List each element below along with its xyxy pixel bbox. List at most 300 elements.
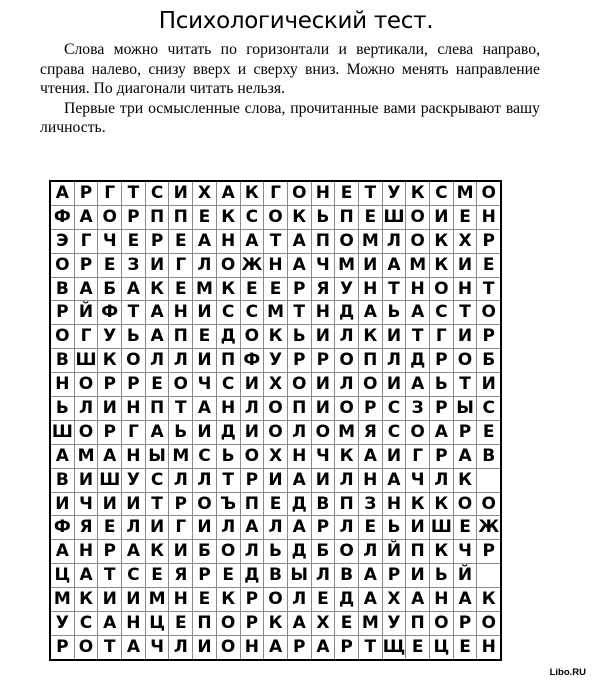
grid-cell: В: [50, 349, 74, 373]
grid-cell: Т: [382, 277, 406, 301]
grid-cell: Н: [122, 612, 146, 636]
grid-cell: Г: [74, 229, 98, 253]
grid-row: [50, 253, 501, 277]
grid-cell: И: [193, 420, 217, 444]
grid-cell: Е: [169, 229, 193, 253]
grid-cell: З: [122, 253, 146, 277]
grid-cell: Е: [98, 516, 122, 540]
grid-cell: Н: [264, 253, 288, 277]
grid-cell: Л: [240, 397, 264, 421]
grid-cell: Л: [145, 349, 169, 373]
grid-cell: [477, 564, 501, 588]
grid-cell: И: [240, 373, 264, 397]
grid-cell: Т: [169, 397, 193, 421]
grid-cell: Ь: [50, 397, 74, 421]
grid-cell: Е: [98, 253, 122, 277]
grid-cell: У: [264, 349, 288, 373]
grid-cell: О: [74, 420, 98, 444]
grid-cell: Е: [477, 420, 501, 444]
grid-cell: Е: [193, 325, 217, 349]
grid-cell: Е: [453, 516, 477, 540]
grid-cell: И: [122, 588, 146, 612]
grid-cell: Р: [98, 420, 122, 444]
grid-row: [50, 349, 501, 373]
grid-cell: Е: [145, 373, 169, 397]
grid-cell: Д: [406, 349, 430, 373]
grid-cell: А: [98, 612, 122, 636]
grid-cell: Т: [216, 468, 240, 492]
grid-cell: О: [240, 325, 264, 349]
grid-cell: У: [382, 612, 406, 636]
grid-cell: К: [430, 229, 454, 253]
grid-cell: Л: [430, 468, 454, 492]
grid-cell: Т: [98, 564, 122, 588]
grid-cell: Ь: [216, 444, 240, 468]
grid-cell: И: [169, 181, 193, 205]
grid-cell: Р: [287, 277, 311, 301]
grid-cell: А: [382, 253, 406, 277]
grid-cell: Н: [477, 205, 501, 229]
grid-cell: С: [145, 468, 169, 492]
grid-cell: Ь: [311, 205, 335, 229]
grid-cell: Л: [382, 349, 406, 373]
grid-cell: С: [193, 444, 217, 468]
grid-cell: А: [311, 635, 335, 659]
grid-cell: А: [358, 564, 382, 588]
grid-cell: И: [193, 349, 217, 373]
grid-cell: О: [406, 420, 430, 444]
grid-cell: О: [169, 373, 193, 397]
grid-cell: Н: [287, 444, 311, 468]
grid-cell: Е: [453, 635, 477, 659]
grid-row: [50, 516, 501, 540]
source-credit: Libo.RU: [549, 667, 586, 678]
grid-cell: Р: [193, 564, 217, 588]
grid-cell: Р: [240, 588, 264, 612]
grid-cell: А: [240, 229, 264, 253]
grid-cell: И: [430, 205, 454, 229]
grid-cell: Р: [430, 349, 454, 373]
grid-cell: С: [382, 420, 406, 444]
grid-cell: Ь: [430, 373, 454, 397]
grid-cell: Г: [122, 420, 146, 444]
grid-cell: Л: [358, 540, 382, 564]
grid-cell: Н: [358, 468, 382, 492]
grid-cell: О: [264, 205, 288, 229]
grid-cell: Н: [50, 373, 74, 397]
grid-cell: Х: [264, 444, 288, 468]
grid-cell: Х: [193, 181, 217, 205]
grid-cell: Р: [98, 373, 122, 397]
grid-cell: И: [358, 253, 382, 277]
grid-row: [50, 564, 501, 588]
grid-cell: Р: [430, 397, 454, 421]
grid-cell: В: [477, 444, 501, 468]
grid-cell: А: [287, 468, 311, 492]
grid-cell: Р: [240, 468, 264, 492]
grid-cell: Н: [311, 301, 335, 325]
grid-cell: О: [477, 301, 501, 325]
grid-cell: А: [50, 540, 74, 564]
grid-cell: Н: [122, 397, 146, 421]
grid-cell: Г: [98, 181, 122, 205]
grid-cell: Ь: [169, 420, 193, 444]
grid-cell: Р: [50, 635, 74, 659]
grid-cell: К: [358, 325, 382, 349]
grid-cell: Е: [358, 516, 382, 540]
grid-cell: О: [358, 373, 382, 397]
grid-cell: О: [406, 229, 430, 253]
grid-cell: Л: [335, 468, 359, 492]
grid-cell: С: [74, 612, 98, 636]
grid-cell: Ь: [122, 325, 146, 349]
grid-cell: Р: [358, 397, 382, 421]
grid-cell: Р: [287, 349, 311, 373]
grid-cell: Ж: [477, 516, 501, 540]
grid-cell: П: [311, 229, 335, 253]
grid-cell: Ч: [406, 468, 430, 492]
grid-cell: Л: [193, 468, 217, 492]
grid-cell: И: [193, 301, 217, 325]
grid-row: [50, 181, 501, 205]
grid-cell: Ч: [145, 635, 169, 659]
grid-cell: К: [477, 588, 501, 612]
letter-grid: [49, 180, 502, 661]
grid-row: [50, 492, 501, 516]
grid-cell: Л: [287, 420, 311, 444]
grid-cell: К: [145, 540, 169, 564]
grid-cell: М: [50, 588, 74, 612]
grid-cell: Е: [240, 277, 264, 301]
grid-cell: Л: [193, 253, 217, 277]
grid-cell: Т: [358, 181, 382, 205]
grid-cell: А: [358, 301, 382, 325]
grid-cell: Т: [145, 492, 169, 516]
grid-cell: И: [477, 373, 501, 397]
grid-cell: Р: [74, 253, 98, 277]
grid-cell: А: [122, 540, 146, 564]
grid-cell: Т: [477, 277, 501, 301]
grid-row: [50, 229, 501, 253]
grid-cell: И: [122, 492, 146, 516]
grid-cell: К: [406, 492, 430, 516]
grid-row: [50, 588, 501, 612]
grid-cell: А: [382, 468, 406, 492]
grid-cell: Н: [358, 277, 382, 301]
grid-cell: В: [311, 492, 335, 516]
grid-cell: Е: [453, 205, 477, 229]
grid-cell: М: [406, 253, 430, 277]
grid-cell: К: [264, 612, 288, 636]
grid-cell: О: [122, 349, 146, 373]
grid-cell: М: [335, 420, 359, 444]
instructions: [40, 40, 540, 138]
grid-cell: И: [311, 325, 335, 349]
grid-cell: О: [335, 349, 359, 373]
grid-row: [50, 205, 501, 229]
grid-cell: Л: [287, 588, 311, 612]
grid-cell: Х: [311, 612, 335, 636]
grid-cell: Е: [477, 253, 501, 277]
grid-cell: Ц: [50, 564, 74, 588]
grid-cell: Ч: [193, 373, 217, 397]
grid-cell: С: [240, 301, 264, 325]
grid-cell: И: [193, 516, 217, 540]
grid-cell: М: [193, 277, 217, 301]
grid-cell: А: [287, 253, 311, 277]
grid-cell: Ч: [98, 229, 122, 253]
grid-cell: А: [145, 325, 169, 349]
grid-cell: А: [216, 181, 240, 205]
grid-cell: Е: [264, 492, 288, 516]
grid-cell: Ы: [145, 444, 169, 468]
grid-cell: П: [145, 205, 169, 229]
grid-cell: О: [216, 635, 240, 659]
grid-cell: С: [477, 397, 501, 421]
grid-cell: Л: [169, 468, 193, 492]
grid-cell: О: [264, 420, 288, 444]
grid-cell: И: [382, 373, 406, 397]
grid-cell: Р: [477, 229, 501, 253]
grid-cell: А: [74, 205, 98, 229]
grid-cell: О: [193, 492, 217, 516]
grid-row: [50, 373, 501, 397]
grid-cell: О: [311, 420, 335, 444]
grid-cell: К: [74, 588, 98, 612]
grid-cell: О: [50, 325, 74, 349]
grid-cell: Е: [335, 612, 359, 636]
grid-cell: О: [287, 181, 311, 205]
grid-cell: А: [406, 301, 430, 325]
grid-cell: А: [50, 444, 74, 468]
grid-cell: О: [98, 205, 122, 229]
grid-cell: Б: [193, 540, 217, 564]
grid-cell: А: [358, 588, 382, 612]
grid-cell: Н: [216, 229, 240, 253]
grid-cell: М: [358, 229, 382, 253]
grid-cell: К: [406, 181, 430, 205]
grid-cell: Р: [335, 635, 359, 659]
grid-cell: Ф: [50, 516, 74, 540]
grid-cell: М: [453, 181, 477, 205]
grid-cell: Е: [335, 181, 359, 205]
grid-cell: Д: [335, 301, 359, 325]
grid-cell: Е: [169, 612, 193, 636]
grid-cell: Я: [311, 277, 335, 301]
grid-cell: П: [287, 397, 311, 421]
grid-cell: Е: [216, 564, 240, 588]
grid-row: [50, 635, 501, 659]
grid-cell: Х: [453, 229, 477, 253]
grid-cell: Н: [477, 635, 501, 659]
grid-cell: О: [430, 277, 454, 301]
grid-cell: Е: [264, 277, 288, 301]
grid-cell: Р: [98, 540, 122, 564]
page-title: Психологический тест.: [158, 8, 434, 34]
grid-cell: Н: [311, 181, 335, 205]
grid-cell: Ш: [98, 468, 122, 492]
grid-cell: Ь: [264, 540, 288, 564]
grid-cell: К: [430, 540, 454, 564]
grid-cell: О: [264, 588, 288, 612]
grid-cell: Д: [216, 325, 240, 349]
grid-cell: Р: [50, 301, 74, 325]
grid-cell: Ь: [382, 301, 406, 325]
grid-cell: П: [193, 612, 217, 636]
grid-cell: А: [145, 301, 169, 325]
grid-cell: О: [74, 635, 98, 659]
grid-cell: Н: [216, 397, 240, 421]
grid-cell: Р: [430, 444, 454, 468]
grid-cell: К: [287, 205, 311, 229]
grid-cell: М: [264, 301, 288, 325]
grid-cell: А: [430, 420, 454, 444]
grid-cell: Ч: [311, 253, 335, 277]
grid-cell: Р: [122, 205, 146, 229]
grid-cell: М: [358, 612, 382, 636]
grid-cell: Т: [122, 181, 146, 205]
grid-cell: Ф: [50, 205, 74, 229]
grid-cell: И: [98, 397, 122, 421]
grid-cell: Н: [453, 277, 477, 301]
grid-cell: Г: [169, 516, 193, 540]
grid-cell: П: [406, 540, 430, 564]
grid-row: [50, 397, 501, 421]
grid-cell: О: [335, 540, 359, 564]
grid-cell: Ь: [287, 325, 311, 349]
grid-cell: Щ: [382, 635, 406, 659]
grid-cell: А: [406, 588, 430, 612]
grid-row: [50, 325, 501, 349]
grid-cell: Й: [74, 301, 98, 325]
grid-cell: К: [453, 468, 477, 492]
grid-cell: Е: [311, 588, 335, 612]
grid-cell: Р: [122, 373, 146, 397]
grid-cell: Т: [98, 635, 122, 659]
grid-cell: С: [430, 181, 454, 205]
grid-cell: И: [240, 420, 264, 444]
grid-cell: У: [122, 468, 146, 492]
grid-cell: И: [406, 564, 430, 588]
grid-cell: И: [50, 492, 74, 516]
grid-cell: В: [264, 564, 288, 588]
grid-cell: И: [264, 468, 288, 492]
grid-cell: А: [406, 373, 430, 397]
grid-cell: О: [453, 492, 477, 516]
grid-cell: О: [74, 373, 98, 397]
grid-cell: А: [145, 420, 169, 444]
grid-cell: Р: [145, 229, 169, 253]
grid-cell: Р: [169, 492, 193, 516]
grid-cell: Л: [216, 516, 240, 540]
grid-cell: И: [74, 468, 98, 492]
grid-cell: Д: [287, 492, 311, 516]
grid-cell: П: [358, 349, 382, 373]
grid-cell: И: [193, 635, 217, 659]
grid-cell: Я: [74, 516, 98, 540]
grid-cell: Н: [169, 588, 193, 612]
grid-cell: Т: [453, 301, 477, 325]
grid-cell: О: [335, 397, 359, 421]
grid-cell: И: [169, 540, 193, 564]
grid-cell: А: [122, 635, 146, 659]
grid-cell: К: [335, 444, 359, 468]
grid-cell: Ш: [430, 516, 454, 540]
grid-cell: Н: [406, 277, 430, 301]
grid-cell: О: [216, 253, 240, 277]
grid-cell: И: [406, 516, 430, 540]
grid-cell: Н: [382, 492, 406, 516]
grid-cell: Е: [122, 229, 146, 253]
grid-cell: [477, 468, 501, 492]
grid-cell: Г: [406, 444, 430, 468]
grid-cell: К: [216, 588, 240, 612]
grid-row: [50, 301, 501, 325]
grid-cell: Е: [193, 588, 217, 612]
grid-cell: Ш: [74, 349, 98, 373]
grid-cell: Я: [169, 564, 193, 588]
grid-cell: Р: [453, 420, 477, 444]
grid-cell: Л: [169, 349, 193, 373]
grid-cell: Т: [453, 373, 477, 397]
grid-cell: М: [169, 444, 193, 468]
grid-cell: Т: [287, 301, 311, 325]
grid-cell: П: [240, 492, 264, 516]
grid-cell: Т: [264, 229, 288, 253]
grid-cell: Г: [264, 181, 288, 205]
grid-cell: П: [216, 349, 240, 373]
grid-cell: С: [216, 373, 240, 397]
grid-cell: Л: [264, 516, 288, 540]
grid-cell: Н: [169, 301, 193, 325]
grid-cell: Я: [358, 420, 382, 444]
grid-cell: И: [98, 588, 122, 612]
grid-cell: М: [145, 588, 169, 612]
grid-cell: Л: [311, 564, 335, 588]
grid-cell: Д: [335, 588, 359, 612]
grid-cell: К: [430, 492, 454, 516]
grid-cell: А: [98, 444, 122, 468]
grid-row: [50, 540, 501, 564]
grid-cell: Ч: [453, 540, 477, 564]
grid-cell: А: [122, 277, 146, 301]
grid-cell: С: [216, 301, 240, 325]
grid-cell: О: [453, 349, 477, 373]
grid-cell: П: [335, 492, 359, 516]
grid-cell: Б: [98, 277, 122, 301]
grid-cell: П: [335, 205, 359, 229]
grid-cell: Ч: [74, 492, 98, 516]
grid-cell: В: [50, 468, 74, 492]
grid-cell: Ш: [50, 420, 74, 444]
grid-cell: С: [145, 181, 169, 205]
grid-cell: И: [311, 397, 335, 421]
grid-cell: О: [477, 181, 501, 205]
grid-cell: Р: [477, 325, 501, 349]
grid-cell: И: [311, 468, 335, 492]
grid-cell: Л: [74, 397, 98, 421]
grid-cell: О: [430, 612, 454, 636]
grid-cell: К: [240, 181, 264, 205]
grid-cell: З: [358, 492, 382, 516]
grid-cell: Л: [335, 325, 359, 349]
grid-cell: А: [264, 635, 288, 659]
grid-cell: Ш: [382, 205, 406, 229]
grid-cell: Т: [122, 301, 146, 325]
grid-cell: А: [287, 516, 311, 540]
grid-cell: Ч: [311, 444, 335, 468]
grid-cell: Н: [240, 635, 264, 659]
